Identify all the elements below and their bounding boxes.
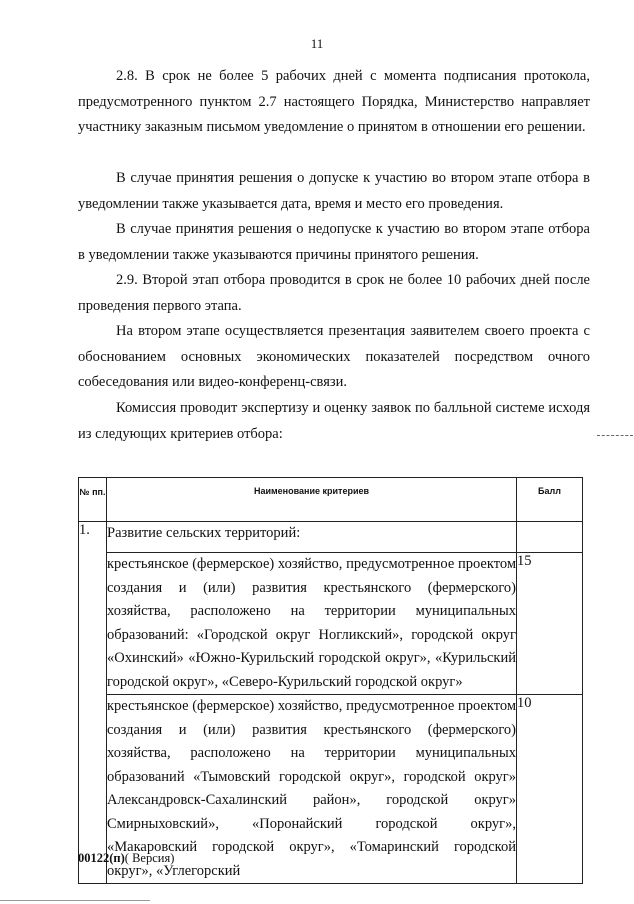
scan-mark	[597, 435, 633, 438]
section-number: 1.	[79, 522, 107, 884]
paragraph-presentation: На втором этапе осуществляется презентация заявителем своего проекта с обоснованием основных экономических показателей посредством очного собеседования или видео-конференц-связи.	[78, 323, 590, 390]
table-header-row	[79, 478, 583, 522]
section-score	[517, 522, 583, 553]
table-row	[79, 522, 583, 553]
table-row	[79, 553, 583, 695]
page-number: 11	[310, 36, 324, 51]
criterion-score: 15	[517, 553, 583, 695]
criterion-text: крестьянское (фермерское) хозяйство, предусмотренное проектом создания и (или) развития крестьянского (фермерского) хозяйства, расположено на территории муниципальных образований: «Городской округ Ногликский», городской округ «Охинский» «Южно-Курильский городской округ», «Курильский городской округ», «Северо-Курильский городской округ»	[107, 553, 517, 695]
criteria-table	[78, 477, 583, 884]
document-version: ( Версия)	[124, 851, 175, 865]
paragraph-2-9: 2.9. Второй этап отбора проводится в срок не более 10 рабочих дней после проведения первого этапа.	[78, 272, 590, 314]
paragraph-commission: Комиссия проводит экспертизу и оценку заявок по балльной системе исходя из следующих критериев отбора:	[78, 400, 590, 442]
criterion-text: крестьянское (фермерское) хозяйство, предусмотренное проектом создания и (или) развития крестьянского (фермерского) хозяйства, расположено на территории муниципальных образований «Тымовский городской округ», городской округ» Александровск-Сахалинский район», городской округ» Смирныховский», «Поронайский городской округ», «Макаровский городской округ», «Томаринский городской округ», «Углегорский	[107, 695, 517, 884]
header-criteria-name: Наименование критериев	[107, 478, 517, 522]
footer	[78, 851, 174, 866]
paragraph-admission-notice: В случае принятия решения о допуске к участию во втором этапе отбора в уведомлении также указывается дата, время и место его проведения.	[78, 170, 590, 212]
header-score: Балл	[517, 478, 583, 522]
document-code: 00122(п)	[78, 851, 125, 865]
section-title: Развитие сельских территорий:	[107, 522, 517, 553]
paragraph-rejection-notice: В случае принятия решения о недопуске к участию во втором этапе отбора в уведомлении также указываются причины принятого решения.	[78, 221, 590, 263]
bottom-divider	[0, 900, 150, 901]
header-number: № пп.	[79, 478, 107, 522]
criterion-score: 10	[517, 695, 583, 884]
paragraph-2-8: 2.8. В срок не более 5 рабочих дней с момента подписания протокола, предусмотренного пунктом 2.7 настоящего Порядка, Министерство направляет участнику заказным письмом уведомление о принятом в отношении его решении.	[78, 68, 590, 135]
